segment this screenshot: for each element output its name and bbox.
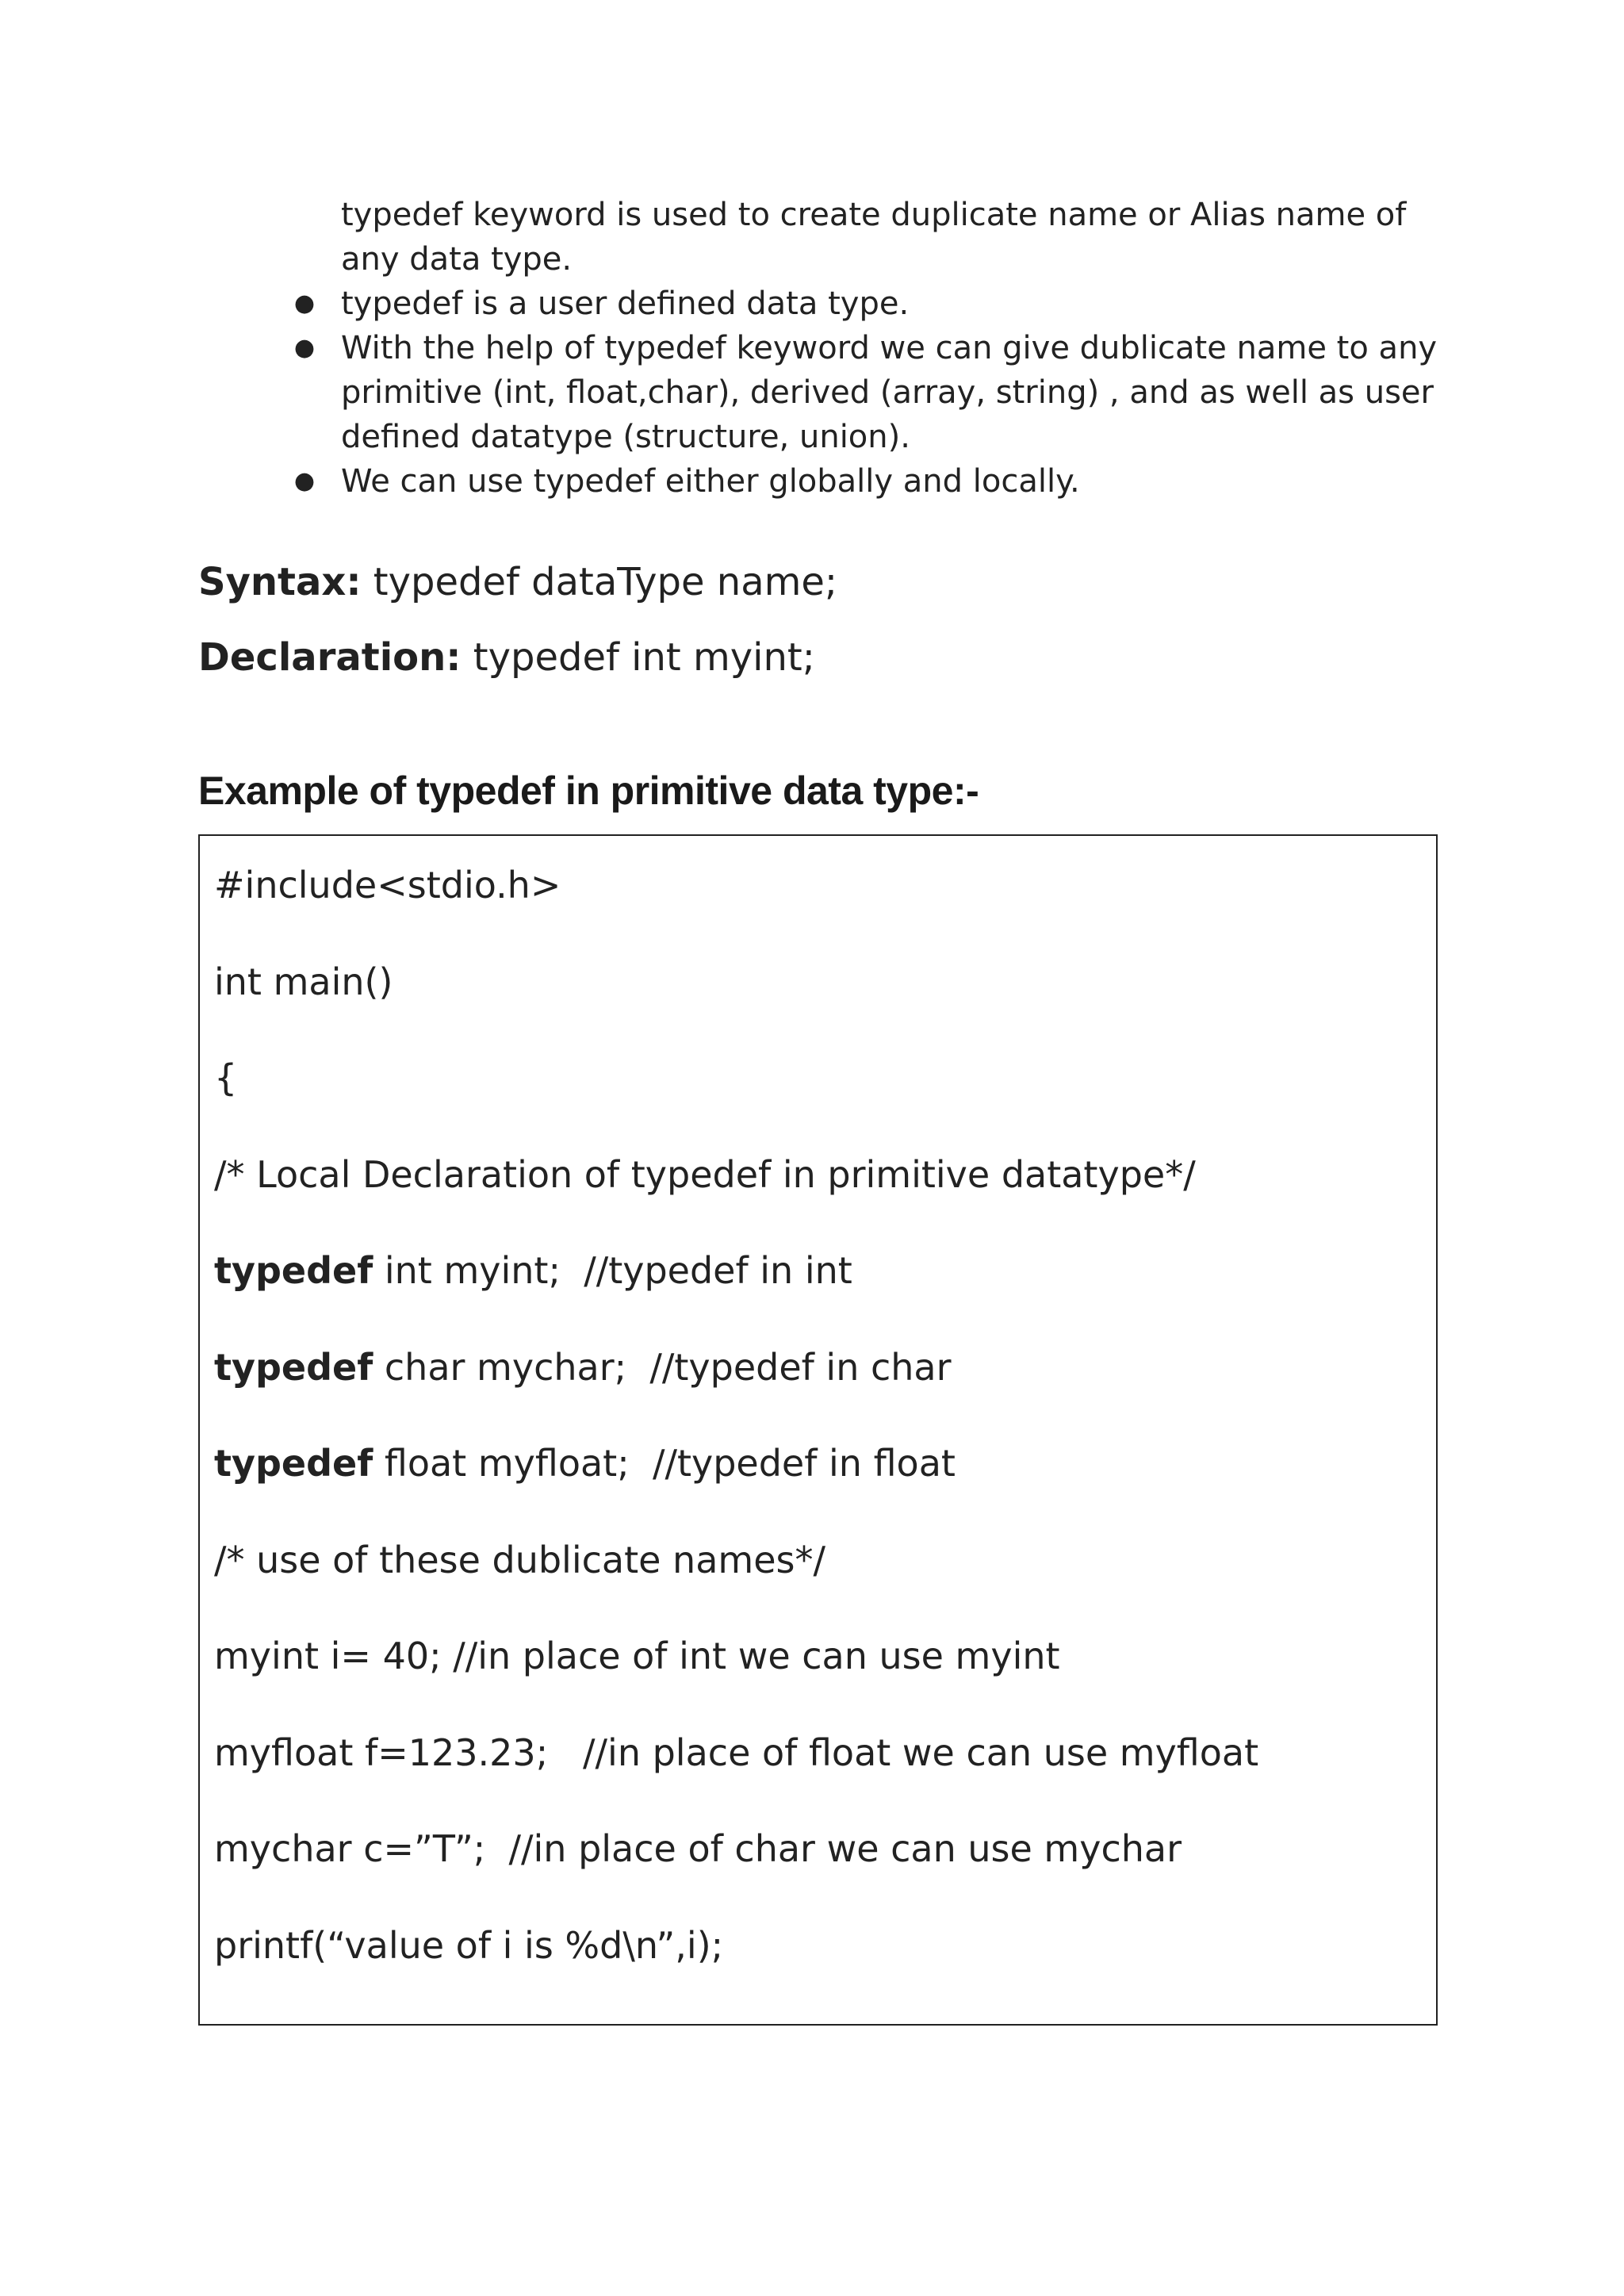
code-text: myint i= 40; //in place of int we can use myint — [214, 1635, 1060, 1677]
bullet-list — [293, 282, 1451, 504]
declaration-label: Declaration: — [198, 635, 462, 680]
code-line — [214, 860, 1428, 956]
code-text: int myint; //typedef in int — [373, 1249, 852, 1292]
syntax-text: typedef dataType name; — [361, 560, 838, 604]
example-heading: Example of typedef in primitive data type:- — [198, 769, 979, 813]
code-line — [214, 1245, 1428, 1342]
code-line — [214, 1535, 1428, 1631]
code-line — [214, 1438, 1428, 1535]
code-line — [214, 1149, 1428, 1246]
code-line — [214, 1631, 1428, 1727]
code-text: /* use of these dublicate names*/ — [214, 1538, 825, 1581]
syntax-label: Syntax: — [198, 560, 362, 604]
code-line — [214, 1823, 1428, 1920]
code-line — [214, 1727, 1428, 1824]
bullet-text: We can use typedef either globally and locally. — [341, 463, 1080, 500]
code-text: mychar c=”T”; //in place of char we can use mychar — [214, 1827, 1182, 1870]
code-text: { — [214, 1056, 238, 1099]
bullet-text: typedef is a user defined data type. — [341, 286, 910, 322]
code-text: char mychar; //typedef in char — [373, 1345, 952, 1389]
code-text: #include<stdio.h> — [214, 864, 561, 907]
code-text: float myfloat; //typedef in float — [373, 1442, 956, 1485]
code-text: myfloat f=123.23; //in place of float we can use myfloat — [214, 1731, 1259, 1774]
code-keyword: typedef — [214, 1345, 373, 1389]
code-line — [214, 1342, 1428, 1439]
code-line — [214, 1052, 1428, 1149]
code-lines — [214, 860, 1428, 2016]
code-text: int main() — [214, 960, 393, 1003]
code-line — [214, 956, 1428, 1053]
bullet-item — [293, 326, 1451, 459]
code-keyword: typedef — [214, 1249, 373, 1292]
declaration-text: typedef int myint; — [461, 635, 815, 680]
code-line — [214, 1920, 1428, 2017]
code-keyword: typedef — [214, 1442, 373, 1485]
bullet-text: With the help of typedef keyword we can give dublicate name to any primitive (int, float,char), derived (array, string) , and as well as user defined datatype (structure, union). — [341, 330, 1438, 455]
bullet-icon: ● — [293, 334, 316, 362]
bullet-icon: ● — [293, 467, 316, 495]
bullet-icon: ● — [293, 289, 316, 317]
code-box — [198, 834, 1438, 2026]
intro-paragraph: typedef keyword is used to create duplicate name or Alias name of any data type. — [341, 197, 1407, 278]
bullet-item — [293, 459, 1451, 504]
intro-section — [293, 193, 1451, 504]
code-text: /* Local Declaration of typedef in primitive datatype*/ — [214, 1152, 1196, 1196]
code-text: printf(“value of i is %d\n”,i); — [214, 1923, 724, 1967]
bullet-item — [293, 282, 1451, 326]
syntax-line — [198, 557, 837, 608]
declaration-line — [198, 632, 815, 683]
